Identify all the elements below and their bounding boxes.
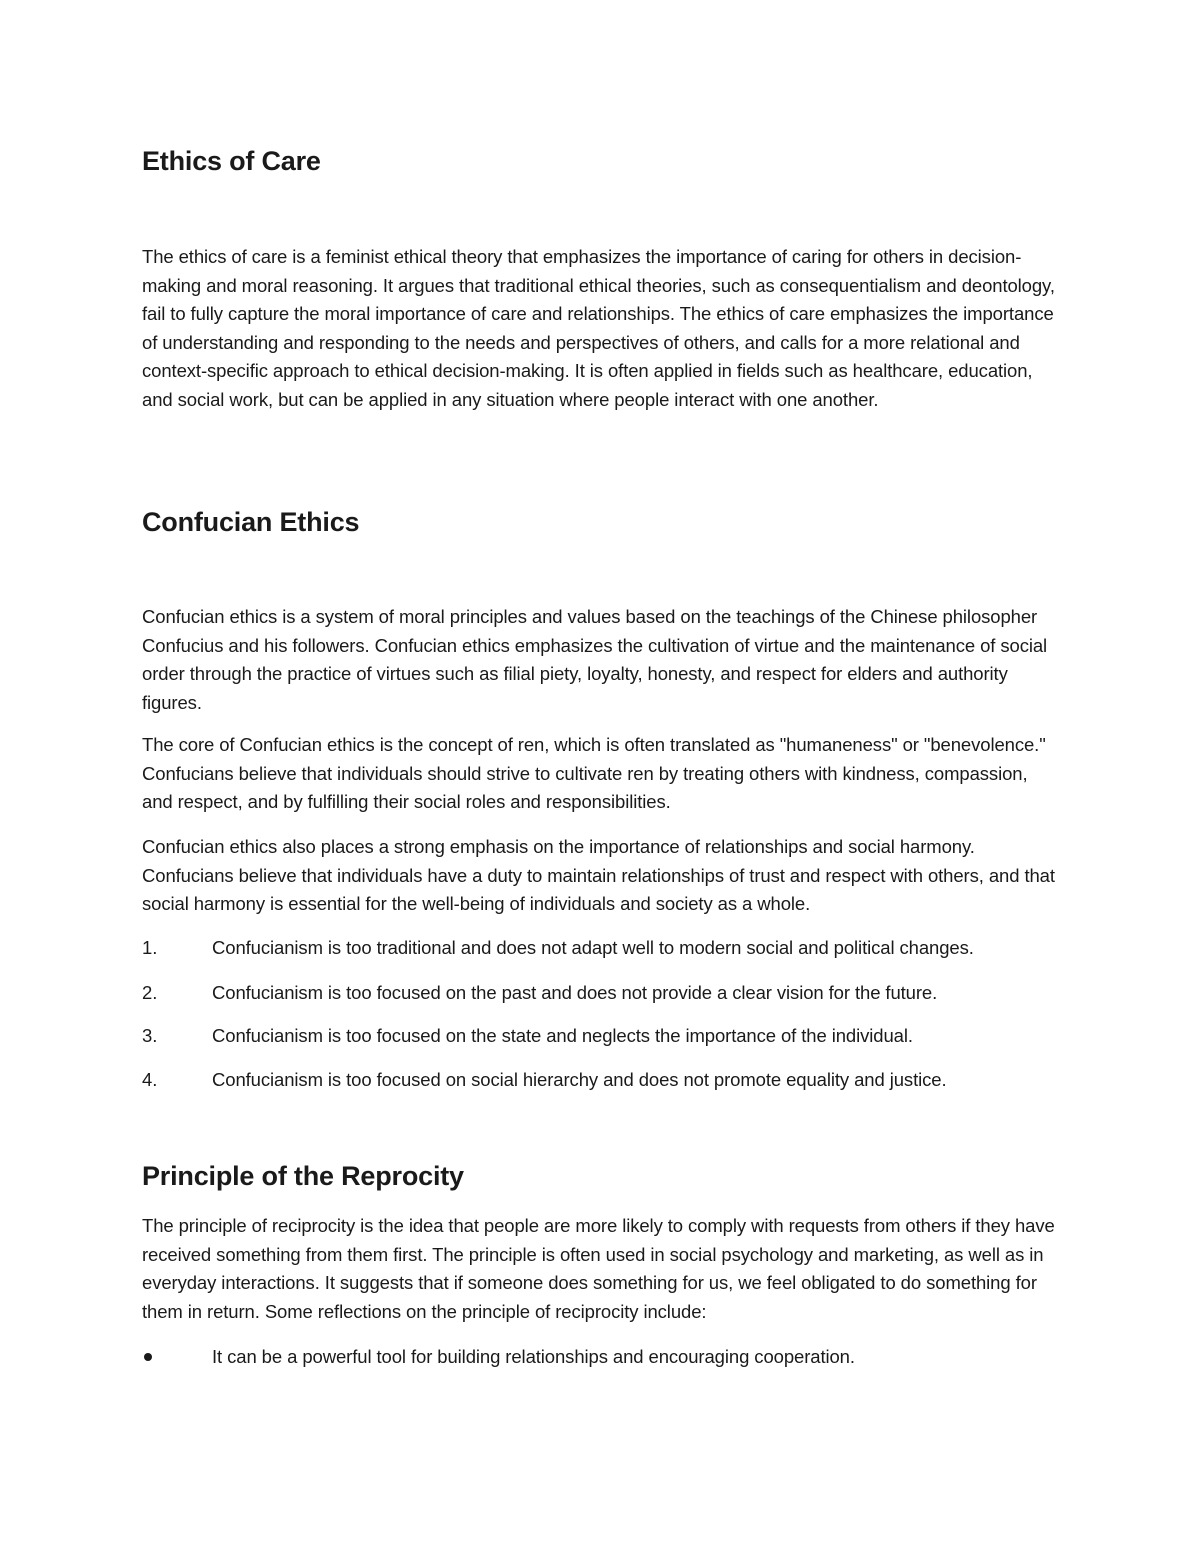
list-item-text: Confucianism is too traditional and does not adapt well to modern social and political changes. [212,937,974,958]
confucian-paragraph-2: The core of Confucian ethics is the concept of ren, which is often translated as "humaneness" or "benevolence." Confucians believe that individuals should strive to cultivate ren by treating others with kindness, compassion, and respect, and by fulfilling their social roles and responsibilities. [142,734,1046,812]
list-item-text: Confucianism is too focused on the state and neglects the importance of the individual. [212,1025,913,1046]
heading-confucian-ethics: Confucian Ethics [142,507,360,537]
list-item-text: Confucianism is too focused on the past and does not provide a clear vision for the future. [212,982,938,1003]
bullet-item-text: It can be a powerful tool for building relationships and encouraging cooperation. [212,1346,855,1367]
confucian-paragraph-3: Confucian ethics also places a strong emphasis on the importance of relationships and social harmony. Confucians believe that individuals have a duty to maintain relationships of trust and respect with others, and that social harmony is essential for the well-being of individuals and society as a whole. [142,836,1055,914]
list-number: 3. [142,1025,158,1046]
section-principle-of-reciprocity [142,1159,1062,1193]
heading-principle-of-reciprocity: Principle of the Reprocity [142,1161,464,1191]
reciprocity-body [142,1212,1062,1326]
confucian-body-3 [142,833,1062,919]
list-number: 4. [142,1069,158,1090]
ethics-of-care-paragraph: The ethics of care is a feminist ethical theory that emphasizes the importance of caring for others in decision-making and moral reasoning. It argues that traditional ethical theories, such as consequentialism and deontology, fail to fully capture the moral importance of care and relationships. The ethics of care emphasizes the importance of understanding and responding to the needs and perspectives of others, and calls for a more relational and context-specific approach to ethical decision-making. It is often applied in fields such as healthcare, education, and social work, but can be applied in any situation where people interact with one another. [142,246,1055,410]
section-ethics-of-care [142,144,1062,178]
list-number: 2. [142,982,158,1003]
confucian-paragraph-1: Confucian ethics is a system of moral principles and values based on the teachings of the Chinese philosopher Confucius and his followers. Confucian ethics emphasizes the cultivation of virtue and the maintenance of social order through the practice of virtues such as filial piety, loyalty, honesty, and respect for elders and authority figures. [142,606,1048,713]
list-item-text: Confucianism is too focused on social hierarchy and does not promote equality and justice. [212,1069,947,1090]
list-number: 1. [142,937,158,958]
confucian-body-2 [142,731,1062,817]
section-confucian-ethics [142,505,1062,539]
heading-ethics-of-care: Ethics of Care [142,146,321,176]
reciprocity-paragraph: The principle of reciprocity is the idea that people are more likely to comply with requests from others if they have received something from them first. The principle is often used in social psychology and marketing, as well as in everyday interactions. It suggests that if someone does something for us, we feel obligated to do something for them in return. Some reflections on the principle of reciprocity include: [142,1215,1055,1322]
confucian-body-1 [142,603,1062,717]
ethics-of-care-body [142,243,1062,414]
bullet-icon [144,1353,152,1361]
